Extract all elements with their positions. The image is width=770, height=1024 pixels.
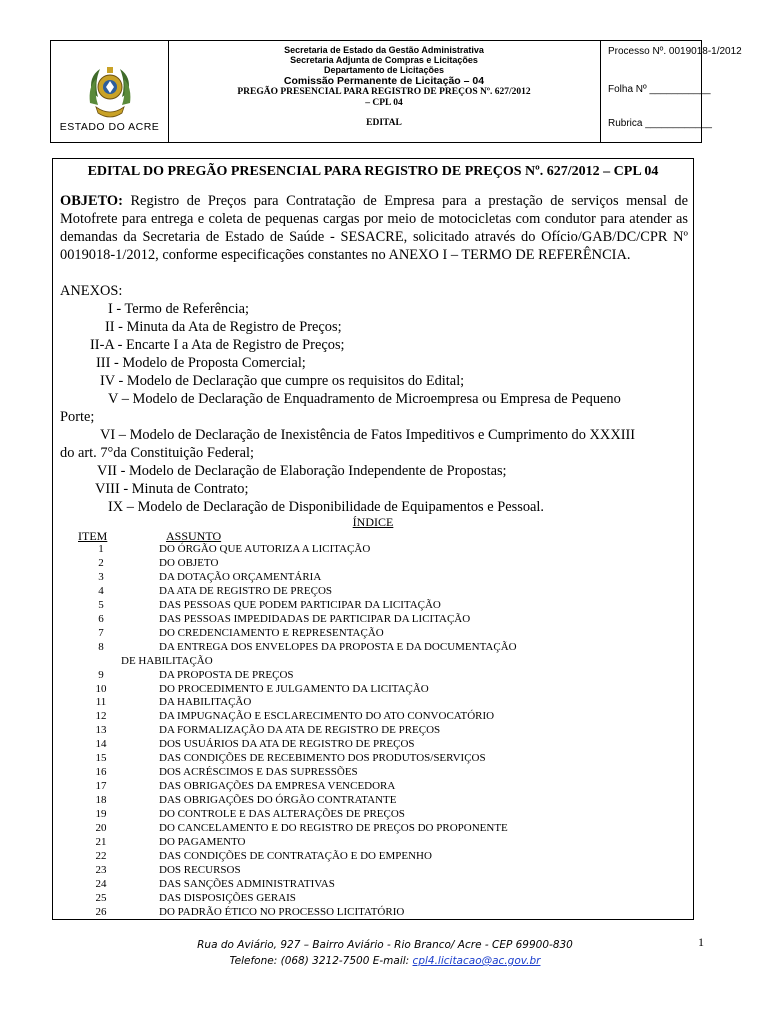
index-item-subject: DAS SANÇÕES ADMINISTRATIVAS: [159, 877, 335, 890]
index-item-number: 5: [98, 598, 104, 611]
header-center-cell: [168, 41, 601, 142]
index-item-subject: DAS CONDIÇÕES DE RECEBIMENTO DOS PRODUTOS/SERVIÇOS: [159, 752, 486, 765]
index-item-number: 10: [95, 682, 107, 695]
index-item-subject: DA FORMALIZAÇÃO DA ATA DE REGISTRO DE PREÇOS: [159, 724, 441, 737]
anexo-item: II - Minuta da Ata de Registro de Preços;: [105, 319, 342, 335]
index-item-subject: DO ÓRGÃO QUE AUTORIZA A LICITAÇÃO: [159, 543, 371, 555]
header-line-adjunta: Secretaria Adjunta de Compras e Licitações: [290, 55, 478, 65]
index-item-subject: DOS USUÁRIOS DA ATA DE REGISTRO DE PREÇOS: [159, 738, 415, 751]
anexo-item: I - Termo de Referência;: [108, 301, 249, 317]
index-item-subject: DA IMPUGNAÇÃO E ESCLARECIMENTO DO ATO CONVOCATÓRIO: [159, 710, 495, 723]
index-item-number: 3: [98, 570, 104, 583]
index-item-subject: DA PROPOSTA DE PREÇOS: [159, 668, 294, 681]
index-item-number: 18: [95, 794, 107, 807]
rubrica-field: Rubrica ____________: [608, 118, 712, 129]
footer-email-link[interactable]: cpl4.licitacao@ac.gov.br: [412, 955, 541, 967]
anexo-item: VII - Modelo de Declaração de Elaboração Independente de Propostas;: [97, 463, 507, 479]
index-col-item: ITEM: [78, 529, 108, 543]
index-item-number: 7: [98, 626, 104, 639]
header-line-secretaria: Secretaria de Estado da Gestão Administrativa: [284, 45, 484, 55]
anexo-item-continuation: Porte;: [60, 409, 95, 425]
footer-contact: [0, 953, 770, 969]
index-item-subject: DO OBJETO: [159, 556, 219, 569]
index-item-number: 19: [95, 808, 107, 821]
index-item-number: 13: [95, 724, 107, 737]
index-item-number: 2: [98, 556, 104, 569]
page-number: 1: [698, 935, 704, 949]
processo-number: Processo Nº. 0019018-1/2012: [608, 46, 742, 57]
index-item-subject: DAS OBRIGAÇÕES DO ÓRGÃO CONTRATANTE: [159, 794, 397, 807]
index-item-subject: DOS ACRÉSCIMOS E DAS SUPRESSÕES: [159, 766, 358, 779]
edital-body: [52, 158, 694, 920]
anexo-item: VI – Modelo de Declaração de Inexistência de Fatos Impeditivos e Cumprimento do XXXIII: [100, 427, 636, 443]
index-item-number: 26: [95, 905, 107, 918]
index-item-subject: DA ATA DE REGISTRO DE PREÇOS: [159, 584, 333, 597]
index-item-subject: DO PROCEDIMENTO E JULGAMENTO DA LICITAÇÃO: [159, 682, 429, 695]
header-line-departamento: Departamento de Licitações: [323, 65, 445, 75]
objeto-paragraph: [60, 192, 688, 264]
header-right-cell: [601, 41, 742, 142]
index-item-number: 15: [95, 752, 107, 765]
page-footer: [0, 937, 770, 969]
footer-address: Rua do Aviário, 927 – Bairro Aviário - Rio Branco/ Acre - CEP 69900-830: [197, 939, 573, 951]
index-title: ÍNDICE: [352, 515, 394, 529]
index-item-subject: DO CREDENCIAMENTO E REPRESENTAÇÃO: [159, 626, 384, 639]
header-line-cpl: – CPL 04: [365, 98, 403, 108]
edital-title: EDITAL DO PREGÃO PRESENCIAL PARA REGISTRO DE PREÇOS Nº. 627/2012 – CPL 04: [87, 164, 659, 179]
index-item-number: 24: [95, 877, 107, 890]
index-item-number: 4: [98, 584, 104, 597]
index-item-subject: DA ENTREGA DOS ENVELOPES DA PROPOSTA E DA DOCUMENTAÇÃO: [159, 640, 517, 653]
index-item-number: 17: [95, 780, 107, 793]
index-item-subject: DAS CONDIÇÕES DE CONTRATAÇÃO E DO EMPENHO: [159, 849, 432, 862]
index-item-number: 20: [95, 822, 107, 834]
index-item-number: 11: [95, 696, 107, 709]
header-line-comissao: Comissão Permanente de Licitação – 04: [283, 75, 485, 87]
anexo-item: IV - Modelo de Declaração que cumpre os requisitos do Edital;: [100, 373, 465, 389]
anexo-item: VIII - Minuta de Contrato;: [95, 481, 249, 497]
index-item-subject: DE HABILITAÇÃO: [121, 654, 213, 667]
anexo-item: V – Modelo de Declaração de Enquadramento de Microempresa ou Empresa de Pequeno: [108, 391, 621, 407]
index-item-subject: DO PAGAMENTO: [159, 835, 246, 848]
objeto-text: Registro de Preços para Contratação de Empresa para a prestação de serviços mensal de Motofrete para entrega e coleta de pequenas cargas por meio de motocicletas com condutor para atender as demandas da Secretaria de Estado de Saúde - SESACRE, solicitado através do Ofício/GAB/DC/CPR Nº 0019018-1/2012, conforme especificações constantes no ANEXO I – TERMO DE REFERÊNCIA.: [60, 193, 688, 263]
header-line-edital: EDITAL: [366, 118, 402, 128]
index-item-subject: DAS DISPOSIÇÕES GERAIS: [159, 891, 296, 904]
anexo-item: IX – Modelo de Declaração de Disponibilidade de Equipamentos e Pessoal.: [108, 499, 544, 515]
anexo-item: III - Modelo de Proposta Comercial;: [96, 355, 306, 371]
folha-field: Folha Nº ___________: [608, 84, 711, 95]
index-item-subject: DO CANCELAMENTO E DO REGISTRO DE PREÇOS DO PROPONENTE: [159, 822, 508, 834]
document-header: [50, 40, 742, 143]
index-item-subject: DOS RECURSOS: [159, 863, 241, 876]
index-item-number: 14: [95, 738, 107, 751]
index-item-number: 23: [95, 863, 107, 876]
index-item-subject: DAS OBRIGAÇÕES DA EMPRESA VENCEDORA: [159, 780, 396, 793]
footer-phone: Telefone: (068) 3212-7500 E-mail:: [229, 955, 413, 967]
state-name: ESTADO DO ACRE: [59, 121, 160, 133]
index-item-subject: DA HABILITAÇÃO: [159, 696, 252, 709]
index-item-number: 6: [98, 612, 104, 625]
index-item-subject: DO CONTROLE E DAS ALTERAÇÕES DE PREÇOS: [159, 808, 405, 821]
index-item-subject: DA DOTAÇÃO ORÇAMENTÁRIA: [159, 570, 322, 583]
anexos-label: ANEXOS:: [60, 283, 123, 299]
index-item-number: 25: [95, 891, 107, 904]
index-col-assunto: ASSUNTO: [166, 529, 222, 543]
index-item-number: 9: [98, 668, 104, 681]
anexo-item-continuation: do art. 7°da Constituição Federal;: [60, 445, 254, 461]
index-item-number: 21: [95, 835, 107, 848]
header-logo-cell: [51, 41, 169, 142]
index-item-number: 1: [98, 543, 104, 555]
index-item-number: 12: [95, 710, 107, 723]
index-item-subject: DAS PESSOAS QUE PODEM PARTICIPAR DA LICITAÇÃO: [159, 598, 441, 611]
index-item-number: 16: [95, 766, 107, 779]
index-item-subject: DAS PESSOAS IMPEDIDADAS DE PARTICIPAR DA LICITAÇÃO: [159, 612, 471, 625]
header-line-pregao: PREGÃO PRESENCIAL PARA REGISTRO DE PREÇOS Nº. 627/2012: [237, 87, 531, 97]
index-item-number: 22: [95, 849, 107, 862]
state-coat-of-arms-icon: [86, 63, 134, 123]
anexo-item: II-A - Encarte I a Ata de Registro de Preços;: [90, 337, 345, 353]
objeto-label: OBJETO:: [60, 193, 123, 209]
index-item-subject: DO PADRÃO ÉTICO NO PROCESSO LICITATÓRIO: [159, 905, 405, 918]
index-item-number: 8: [98, 640, 104, 653]
